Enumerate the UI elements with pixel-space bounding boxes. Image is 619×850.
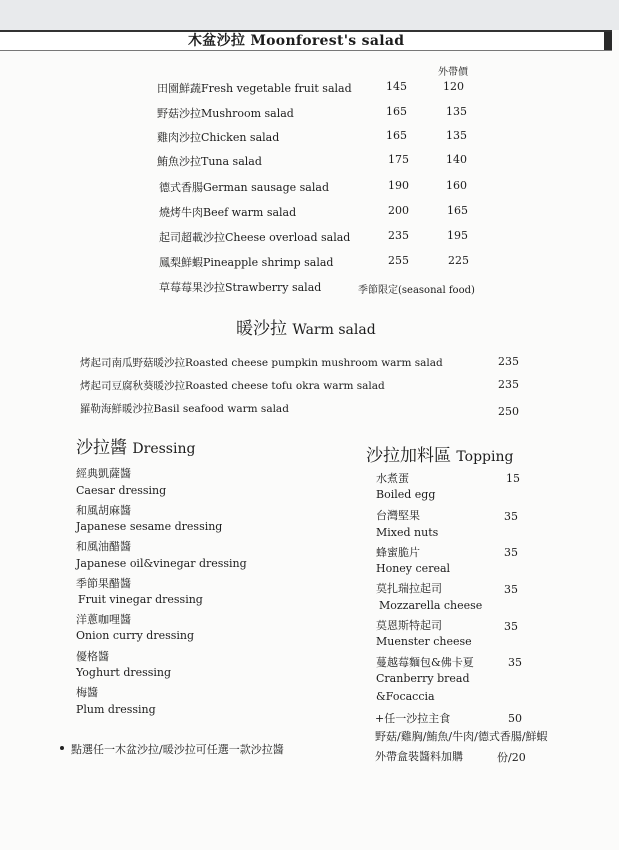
warm-title-zh: 暖沙拉	[236, 319, 287, 339]
topping-zh: 莫扎瑞拉起司	[376, 582, 442, 595]
warm-price: 250	[498, 405, 519, 418]
topping-zh: 莫恩斯特起司	[376, 619, 442, 632]
salad-name: 德式香腸German sausage salad	[159, 181, 329, 194]
salad-takeout-price: 225	[448, 254, 469, 267]
takeout-sauce-price: 份/20	[497, 751, 526, 764]
salad-price: 255	[388, 254, 409, 267]
topping-en: Mozzarella cheese	[379, 599, 483, 612]
dressing-zh: 季節果醋醬	[76, 577, 131, 590]
top-edge	[0, 0, 619, 30]
takeout-price-header: 外帶價	[438, 67, 468, 78]
salad-takeout-price: 135	[446, 105, 467, 118]
main-add-label: +任一沙拉主食	[375, 712, 451, 725]
footnote-bullet	[60, 746, 64, 750]
topping-en: Cranberry bread	[376, 672, 470, 685]
topping-zh: 台灣堅果	[376, 509, 420, 522]
salad-name: 田園鮮蔬Fresh vegetable fruit salad	[157, 82, 352, 95]
topping-price: 35	[508, 656, 522, 669]
topping-zh: 蔓越莓麵包&佛卡夏	[376, 656, 474, 669]
salad-takeout-price: 120	[443, 80, 464, 93]
salad-price: 145	[386, 80, 407, 93]
dressing-en: Japanese oil&vinegar dressing	[76, 557, 247, 570]
topping-heading	[366, 441, 513, 466]
dressing-en: Japanese sesame dressing	[76, 520, 223, 533]
salad-name: 鮪魚沙拉Tuna salad	[157, 155, 262, 168]
salad-price: 235	[388, 229, 409, 242]
salad-name: 草莓莓果沙拉Strawberry salad	[159, 281, 322, 294]
title-bar-cap	[604, 32, 612, 50]
warm-name: 烤起司豆腐秋葵暖沙拉Roasted cheese tofu okra warm salad	[80, 380, 385, 392]
salad-takeout-price: 195	[447, 229, 468, 242]
footnote: 點選任一木盆沙拉/暖沙拉可任選一款沙拉醬	[71, 743, 284, 756]
salad-name: 野菇沙拉Mushroom salad	[157, 107, 294, 120]
topping-en: Boiled egg	[376, 488, 436, 501]
dressing-zh: 洋蔥咖哩醬	[76, 613, 131, 626]
dressing-en: Fruit vinegar dressing	[78, 593, 203, 606]
menu-title: 木盆沙拉 Moonforest's salad	[188, 33, 405, 49]
topping-en-cont: &Focaccia	[376, 690, 435, 703]
topping-zh: 蜂蜜脆片	[376, 546, 420, 559]
main-add-price: 50	[508, 712, 522, 725]
dressing-zh: 優格醬	[76, 650, 109, 663]
salad-name: 起司超載沙拉Cheese overload salad	[159, 231, 351, 244]
topping-price: 35	[504, 583, 518, 596]
salad-price: 200	[388, 204, 409, 217]
topping-en: Mixed nuts	[376, 526, 439, 539]
dressing-zh: 和風胡麻醬	[76, 504, 131, 517]
dressing-en: Yoghurt dressing	[76, 666, 172, 679]
salad-takeout-price: 140	[446, 153, 467, 166]
dressing-zh: 梅醬	[76, 686, 98, 699]
topping-price: 35	[504, 510, 518, 523]
salad-takeout-price: 160	[446, 179, 467, 192]
warm-title-en: Warm salad	[292, 322, 376, 338]
topping-zh: 水煮蛋	[376, 472, 409, 485]
dressing-en: Plum dressing	[76, 703, 156, 716]
topping-en: Honey cereal	[376, 562, 451, 575]
takeout-sauce-label: 外帶盒裝醬料加購	[375, 750, 463, 763]
dressing-heading	[76, 433, 195, 458]
topping-title-zh: 沙拉加料區	[366, 446, 451, 466]
warm-name: 羅勒海鮮暖沙拉Basil seafood warm salad	[80, 403, 289, 415]
salad-price: 175	[388, 153, 409, 166]
topping-title-en: Topping	[456, 449, 514, 465]
main-add-options: 野菇/雞胸/鮪魚/牛肉/德式香腸/鮮蝦	[375, 730, 548, 743]
salad-seasonal-note: 季節限定(seasonal food)	[358, 285, 475, 296]
dressing-title-zh: 沙拉醬	[76, 438, 127, 458]
dressing-en: Caesar dressing	[76, 484, 167, 497]
title-bar	[0, 30, 612, 51]
warm-price: 235	[498, 355, 519, 368]
salad-takeout-price: 165	[447, 204, 468, 217]
dressing-en: Onion curry dressing	[76, 629, 195, 642]
topping-price: 35	[504, 546, 518, 559]
topping-price: 35	[504, 620, 518, 633]
warm-name: 烤起司南瓜野菇暖沙拉Roasted cheese pumpkin mushroom warm salad	[80, 357, 443, 369]
salad-price: 190	[388, 179, 409, 192]
salad-price: 165	[386, 129, 407, 142]
salad-name: 雞肉沙拉Chicken salad	[157, 131, 280, 144]
warm-salad-heading	[236, 314, 376, 339]
warm-price: 235	[498, 378, 519, 391]
salad-name: 鳳梨鮮蝦Pineapple shrimp salad	[159, 256, 334, 269]
salad-name: 燒烤牛肉Beef warm salad	[159, 206, 297, 219]
dressing-zh: 和風油醋醬	[76, 540, 131, 553]
topping-price: 15	[506, 472, 520, 485]
salad-takeout-price: 135	[446, 129, 467, 142]
dressing-zh: 經典凱薩醬	[76, 467, 131, 480]
dressing-title-en: Dressing	[132, 441, 196, 457]
salad-price: 165	[386, 105, 407, 118]
topping-en: Muenster cheese	[376, 635, 472, 648]
